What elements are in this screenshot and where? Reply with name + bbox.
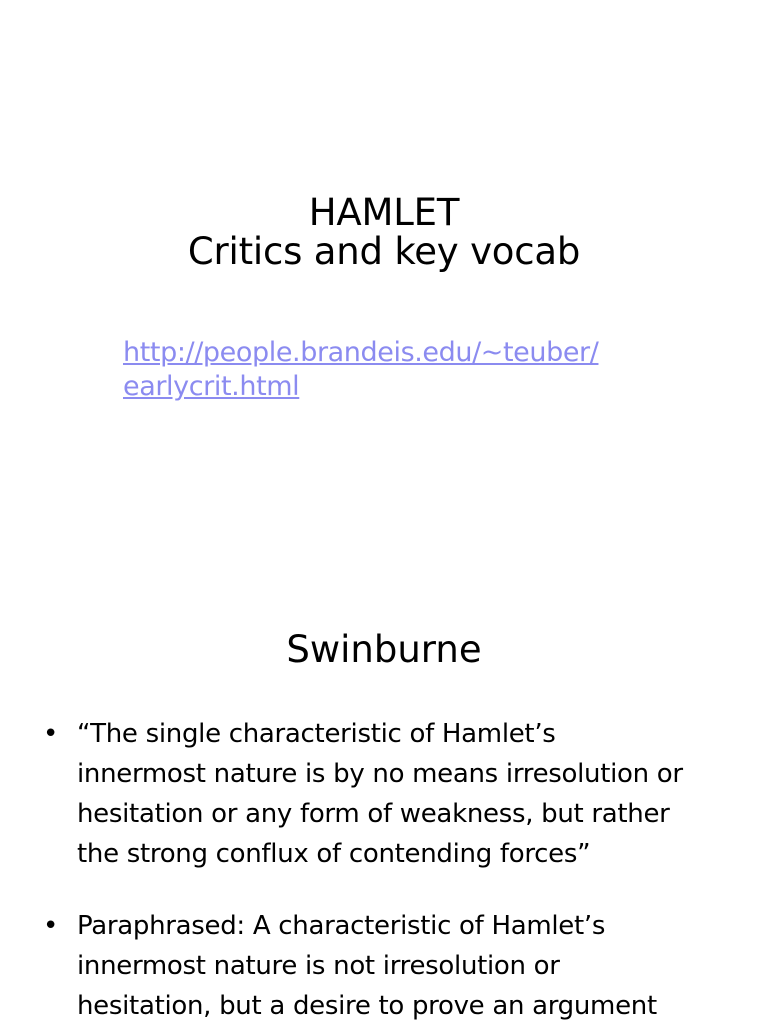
bullet-text-line: innermost nature is not irresolution or xyxy=(77,951,560,981)
link-text-line-1[interactable]: http://people.brandeis.edu/~teuber/ xyxy=(123,337,599,368)
bullet-dot-icon: • xyxy=(43,719,59,749)
bullet-item-paraphrase xyxy=(0,906,768,1024)
slide-title xyxy=(0,193,768,271)
link-text-line-2[interactable]: earlycrit.html xyxy=(123,371,300,402)
bullet-text-line: hesitation or any form of weakness, but rather xyxy=(77,799,670,829)
bullet-text-line: hesitation, but a desire to prove an argument xyxy=(77,991,657,1021)
early-criticism-link[interactable] xyxy=(123,336,598,404)
title-line-main: HAMLET xyxy=(308,191,460,234)
slide-heading: Swinburne xyxy=(286,628,482,671)
bullet-item-quote xyxy=(0,714,768,874)
bullet-dot-icon: • xyxy=(43,911,59,941)
swinburne-slide xyxy=(0,576,768,1024)
title-line-subtitle: Critics and key vocab xyxy=(187,230,581,273)
bullet-text-line: Paraphrased: A characteristic of Hamlet’s xyxy=(77,911,606,941)
bullet-text-line: innermost nature is by no means irresolution or xyxy=(77,759,683,789)
bullet-list xyxy=(0,714,768,1024)
bullet-text-line: “The single characteristic of Hamlet’s xyxy=(77,719,556,749)
bullet-text-line: the strong conflux of contending forces” xyxy=(77,839,591,869)
